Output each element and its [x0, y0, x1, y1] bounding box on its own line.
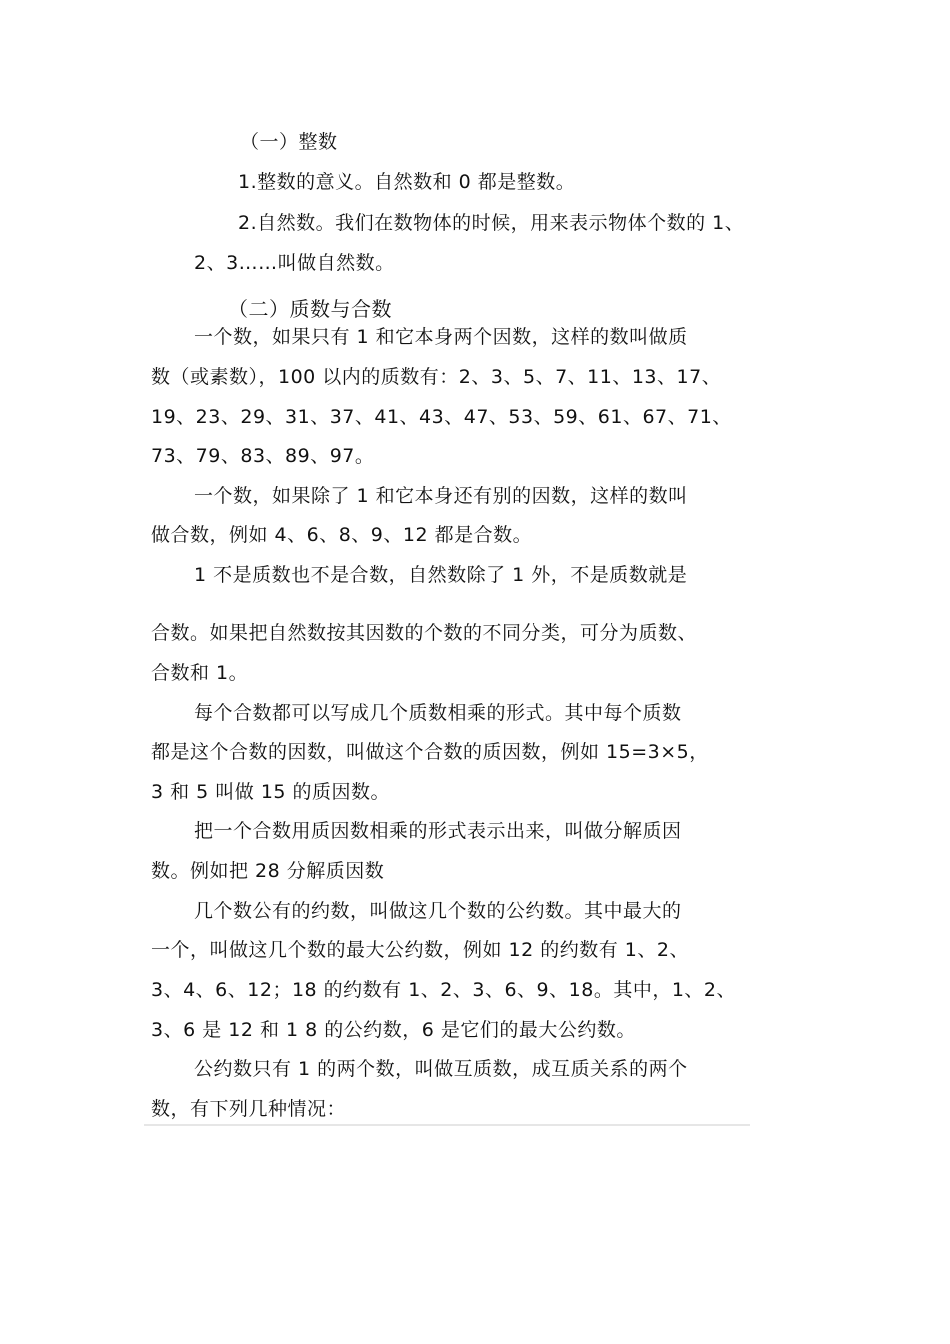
- one-classification-line3: 合数和 1。: [151, 662, 249, 684]
- coprime-line1: 公约数只有 1 的两个数，叫做互质数，成互质关系的两个: [194, 1058, 688, 1080]
- natural-number-text-line1: 2.自然数。我们在数物体的时候，用来表示物体个数的 1、: [238, 212, 745, 234]
- coprime-line2: 数，有下列几种情况：: [151, 1098, 347, 1120]
- composite-definition-line2: 做合数，例如 4、6、8、9、12 都是合数。: [151, 524, 533, 546]
- one-classification-line2: 合数。如果把自然数按其因数的个数的不同分类，可分为质数、: [151, 622, 698, 644]
- one-classification-line1: 1 不是质数也不是合数，自然数除了 1 外，不是质数就是: [194, 564, 688, 586]
- factorization-line2: 数。例如把 28 分解质因数: [151, 860, 385, 882]
- prime-list-line3: 19、23、29、31、37、41、43、47、53、59、61、67、71、: [151, 406, 732, 428]
- prime-factor-line2: 都是这个合数的因数，叫做这个合数的质因数，例如 15=3×5，: [151, 741, 709, 763]
- common-divisor-line4: 3、6 是 12 和 1 8 的公约数，6 是它们的最大公约数。: [151, 1019, 636, 1041]
- common-divisor-line3: 3、4、6、12；18 的约数有 1、2、3、6、9、18。其中，1、2、: [151, 979, 736, 1001]
- prime-factor-line1: 每个合数都可以写成几个质数相乘的形式。其中每个质数: [194, 702, 682, 724]
- factorization-line1: 把一个合数用质因数相乘的形式表示出来，叫做分解质因: [194, 820, 682, 842]
- page-divider: [144, 1124, 750, 1126]
- common-divisor-line2: 一个，叫做这几个数的最大公约数，例如 12 的约数有 1、2、: [151, 939, 689, 961]
- prime-factor-line3: 3 和 5 叫做 15 的质因数。: [151, 781, 391, 803]
- natural-number-text-line2: 2、3……叫做自然数。: [194, 252, 395, 274]
- section-heading-prime-composite: （二）质数与合数: [228, 297, 392, 321]
- composite-definition-line1: 一个数，如果除了 1 和它本身还有别的因数，这样的数叫: [194, 485, 688, 507]
- integer-definition-text: 1.整数的意义。自然数和 0 都是整数。: [238, 171, 576, 193]
- section-heading-integers: （一）整数: [240, 131, 338, 153]
- prime-list-line4: 73、79、83、89、97。: [151, 445, 375, 467]
- prime-definition-line2: 数（或素数），100 以内的质数有：2、3、5、7、11、13、17、: [151, 366, 722, 388]
- common-divisor-line1: 几个数公有的约数，叫做这几个数的公约数。其中最大的: [194, 900, 682, 922]
- prime-definition-line1: 一个数，如果只有 1 和它本身两个因数，这样的数叫做质: [194, 326, 688, 348]
